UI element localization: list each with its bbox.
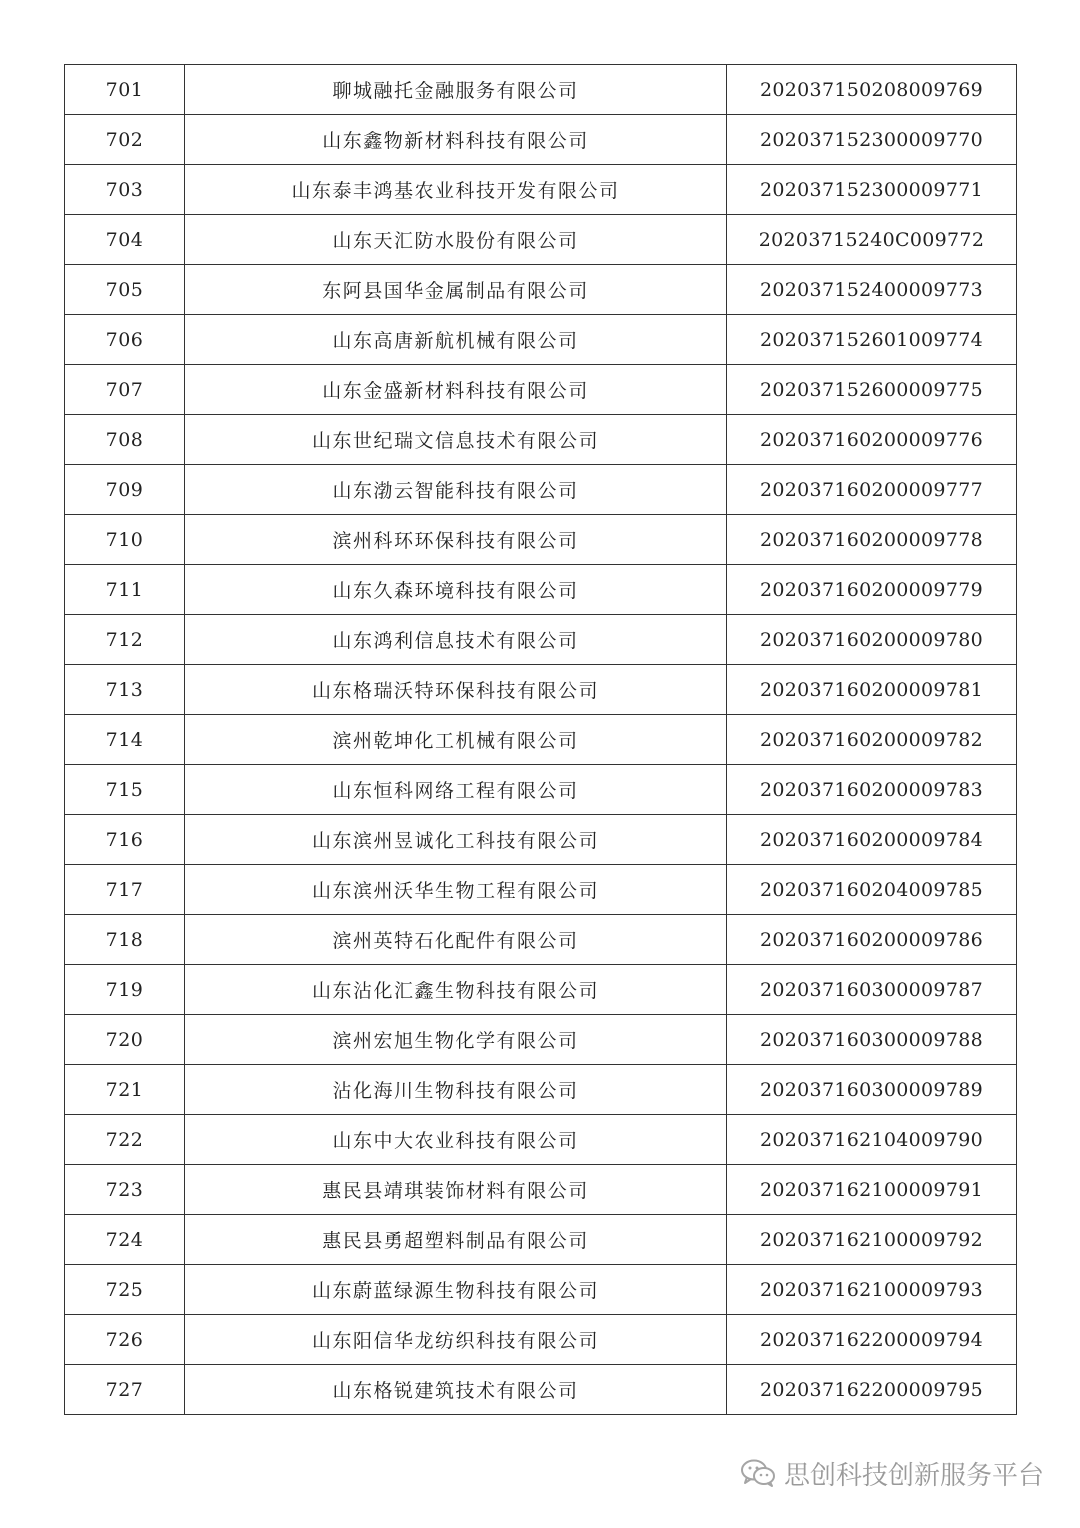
table-row xyxy=(65,515,1017,565)
registration-code: 202037150208009769 xyxy=(727,65,1017,115)
table-row xyxy=(65,665,1017,715)
company-name: 山东久森环境科技有限公司 xyxy=(185,565,727,615)
company-name: 山东鸿利信息技术有限公司 xyxy=(185,615,727,665)
company-name: 山东天汇防水股份有限公司 xyxy=(185,215,727,265)
table-row xyxy=(65,165,1017,215)
row-number: 709 xyxy=(65,465,185,515)
registration-code: 202037160300009787 xyxy=(727,965,1017,1015)
registration-code: 202037160200009786 xyxy=(727,915,1017,965)
registration-code: 202037162100009793 xyxy=(727,1265,1017,1315)
table-row xyxy=(65,865,1017,915)
row-number: 724 xyxy=(65,1215,185,1265)
registration-code: 202037160200009781 xyxy=(727,665,1017,715)
table-row xyxy=(65,365,1017,415)
table-row xyxy=(65,815,1017,865)
wechat-watermark xyxy=(740,1448,1044,1498)
row-number: 727 xyxy=(65,1365,185,1415)
row-number: 716 xyxy=(65,815,185,865)
registration-code: 202037160200009782 xyxy=(727,715,1017,765)
registration-code: 202037160200009779 xyxy=(727,565,1017,615)
table-row xyxy=(65,1165,1017,1215)
company-name: 山东阳信华龙纺织科技有限公司 xyxy=(185,1315,727,1365)
company-name: 山东蔚蓝绿源生物科技有限公司 xyxy=(185,1265,727,1315)
company-name: 山东中大农业科技有限公司 xyxy=(185,1115,727,1165)
registration-code: 202037160204009785 xyxy=(727,865,1017,915)
row-number: 705 xyxy=(65,265,185,315)
company-name: 山东沾化汇鑫生物科技有限公司 xyxy=(185,965,727,1015)
row-number: 712 xyxy=(65,615,185,665)
registration-code: 202037152600009775 xyxy=(727,365,1017,415)
table-row xyxy=(65,1115,1017,1165)
registration-code: 202037152601009774 xyxy=(727,315,1017,365)
company-name: 惠民县勇超塑料制品有限公司 xyxy=(185,1215,727,1265)
registration-code: 202037160200009776 xyxy=(727,415,1017,465)
table-row xyxy=(65,1065,1017,1115)
table-body xyxy=(65,65,1017,1415)
row-number: 708 xyxy=(65,415,185,465)
table-row xyxy=(65,215,1017,265)
company-name: 东阿县国华金属制品有限公司 xyxy=(185,265,727,315)
table-row xyxy=(65,1015,1017,1065)
company-name: 山东泰丰鸿基农业科技开发有限公司 xyxy=(185,165,727,215)
table-row xyxy=(65,265,1017,315)
registration-code: 202037160200009778 xyxy=(727,515,1017,565)
row-number: 722 xyxy=(65,1115,185,1165)
registration-code: 202037152300009770 xyxy=(727,115,1017,165)
table-row xyxy=(65,915,1017,965)
table-row xyxy=(65,615,1017,665)
company-name: 惠民县靖琪装饰材料有限公司 xyxy=(185,1165,727,1215)
table-row xyxy=(65,1215,1017,1265)
row-number: 723 xyxy=(65,1165,185,1215)
row-number: 726 xyxy=(65,1315,185,1365)
registration-code: 20203715240C009772 xyxy=(727,215,1017,265)
company-name: 山东金盛新材料科技有限公司 xyxy=(185,365,727,415)
company-name: 滨州宏旭生物化学有限公司 xyxy=(185,1015,727,1065)
table-row xyxy=(65,115,1017,165)
row-number: 720 xyxy=(65,1015,185,1065)
table-row xyxy=(65,1265,1017,1315)
company-name: 山东格瑞沃特环保科技有限公司 xyxy=(185,665,727,715)
company-name: 山东滨州沃华生物工程有限公司 xyxy=(185,865,727,915)
registration-code: 202037160200009780 xyxy=(727,615,1017,665)
registration-code: 202037160300009788 xyxy=(727,1015,1017,1065)
table-row xyxy=(65,565,1017,615)
row-number: 717 xyxy=(65,865,185,915)
registration-code: 202037160200009777 xyxy=(727,465,1017,515)
wechat-icon xyxy=(740,1458,776,1488)
registration-code: 202037160200009783 xyxy=(727,765,1017,815)
company-name: 滨州乾坤化工机械有限公司 xyxy=(185,715,727,765)
registration-code: 202037162100009792 xyxy=(727,1215,1017,1265)
company-name: 滨州科环环保科技有限公司 xyxy=(185,515,727,565)
row-number: 719 xyxy=(65,965,185,1015)
table-row xyxy=(65,765,1017,815)
row-number: 711 xyxy=(65,565,185,615)
row-number: 704 xyxy=(65,215,185,265)
registration-code: 202037152300009771 xyxy=(727,165,1017,215)
table-row xyxy=(65,315,1017,365)
row-number: 718 xyxy=(65,915,185,965)
company-name: 沾化海川生物科技有限公司 xyxy=(185,1065,727,1115)
registration-code: 202037152400009773 xyxy=(727,265,1017,315)
company-name: 山东高唐新航机械有限公司 xyxy=(185,315,727,365)
table-row xyxy=(65,1315,1017,1365)
registration-code: 202037160200009784 xyxy=(727,815,1017,865)
table-row xyxy=(65,465,1017,515)
watermark-text: 思创科技创新服务平台 xyxy=(783,1460,1044,1491)
row-number: 706 xyxy=(65,315,185,365)
row-number: 713 xyxy=(65,665,185,715)
table-row xyxy=(65,65,1017,115)
registration-code: 202037162200009795 xyxy=(727,1365,1017,1415)
company-name: 山东滨州昱诚化工科技有限公司 xyxy=(185,815,727,865)
registration-code: 202037160300009789 xyxy=(727,1065,1017,1115)
company-list-table xyxy=(64,64,1017,1415)
row-number: 714 xyxy=(65,715,185,765)
registration-code: 202037162100009791 xyxy=(727,1165,1017,1215)
row-number: 721 xyxy=(65,1065,185,1115)
row-number: 701 xyxy=(65,65,185,115)
row-number: 710 xyxy=(65,515,185,565)
company-name: 山东格锐建筑技术有限公司 xyxy=(185,1365,727,1415)
registration-code: 202037162104009790 xyxy=(727,1115,1017,1165)
company-name: 山东渤云智能科技有限公司 xyxy=(185,465,727,515)
company-name: 山东鑫物新材料科技有限公司 xyxy=(185,115,727,165)
table-row xyxy=(65,715,1017,765)
registration-code: 202037162200009794 xyxy=(727,1315,1017,1365)
row-number: 715 xyxy=(65,765,185,815)
company-name: 山东恒科网络工程有限公司 xyxy=(185,765,727,815)
row-number: 707 xyxy=(65,365,185,415)
table-row xyxy=(65,965,1017,1015)
company-name: 山东世纪瑞文信息技术有限公司 xyxy=(185,415,727,465)
company-name: 聊城融托金融服务有限公司 xyxy=(185,65,727,115)
row-number: 703 xyxy=(65,165,185,215)
table-row xyxy=(65,415,1017,465)
table-row xyxy=(65,1365,1017,1415)
row-number: 725 xyxy=(65,1265,185,1315)
company-name: 滨州英特石化配件有限公司 xyxy=(185,915,727,965)
row-number: 702 xyxy=(65,115,185,165)
